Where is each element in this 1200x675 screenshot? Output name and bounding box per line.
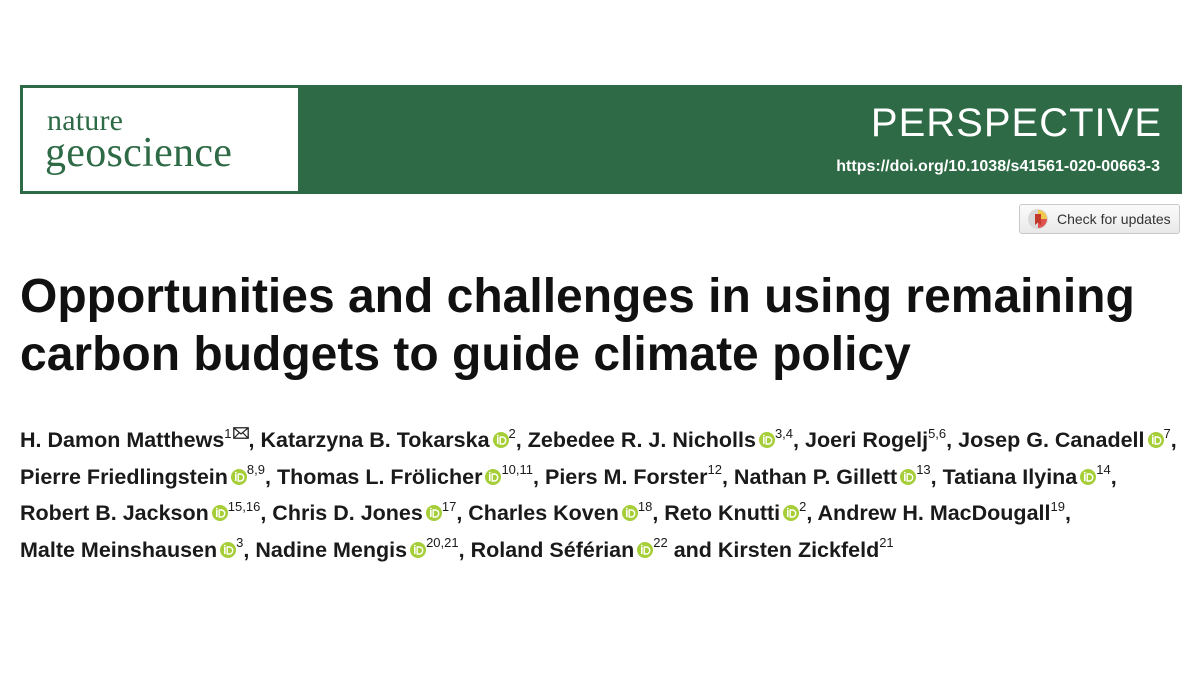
author-name[interactable]: Katarzyna B. Tokarska [260,428,490,452]
author-entry [664,498,813,525]
orcid-icon[interactable] [1148,432,1164,448]
author-name[interactable]: Malte Meinshausen [20,537,218,562]
author-name[interactable]: Andrew H. MacDougall [817,501,1051,525]
author-separator: , [1170,428,1177,452]
orcid-icon[interactable] [783,505,799,521]
author-name[interactable]: Pierre Friedlingstein [20,464,228,489]
author-affiliation: 3,4 [774,425,794,441]
author-entry [468,498,659,525]
orcid-icon[interactable] [637,542,653,558]
author-entry [20,462,271,489]
author-list [20,422,1190,568]
orcid-icon[interactable] [493,432,509,448]
article-title: Opportunities and challenges in using remaining carbon budgets to guide climate policy [20,270,1135,381]
author-affiliation: 5,6 [928,425,947,441]
orcid-icon[interactable] [212,505,228,521]
author-separator: , [456,501,463,525]
author-separator: , [806,501,813,525]
author-name[interactable]: H. Damon Matthews [20,428,225,452]
orcid-icon[interactable] [231,469,247,485]
author-affiliation: 19 [1050,498,1065,514]
author-name[interactable]: Thomas L. Frölicher [276,464,483,489]
author-entry [958,425,1177,452]
orcid-icon[interactable] [759,432,775,448]
orcid-icon[interactable] [426,505,442,521]
author-name[interactable]: Robert B. Jackson [20,501,209,525]
author-connector: and [667,537,718,562]
author-affiliation: 18 [637,498,653,514]
author-separator: , [264,464,271,489]
doi-link[interactable]: https://doi.org/10.1038/s41561-020-00663-3 [836,158,1160,175]
author-entry [805,425,953,452]
author-affiliation: 21 [879,535,894,551]
author-name[interactable]: Reto Knutti [664,501,781,525]
orcid-icon[interactable] [1080,469,1096,485]
author-entry [20,425,255,452]
author-entry [942,462,1117,489]
author-name[interactable]: Nathan P. Gillett [733,464,898,489]
author-entry [20,535,250,562]
author-name[interactable]: Kirsten Zickfeld [717,537,880,562]
author-affiliation: 20,21 [426,535,459,551]
author-affiliation: 17 [441,498,457,514]
author-separator: , [793,428,800,452]
author-entry [817,498,1071,525]
author-entry [717,535,894,562]
author-separator: , [930,464,937,489]
orcid-icon[interactable] [220,542,236,558]
author-name[interactable]: Josep G. Canadell [958,428,1145,452]
author-separator: , [515,428,522,452]
author-entry [20,498,267,525]
check-updates-label: Check for updates [1057,211,1171,227]
author-affiliation: 12 [707,462,722,478]
author-separator: , [1064,501,1071,525]
author-name[interactable]: Zebedee R. J. Nicholls [527,428,756,452]
email-icon[interactable] [233,427,249,439]
author-entry [260,425,522,452]
author-affiliation: 22 [653,535,668,551]
author-name[interactable]: Joeri Rogelj [805,428,929,452]
author-name[interactable]: Charles Koven [468,501,619,525]
author-entry [272,498,463,525]
author-separator: , [652,501,659,525]
author-entry [470,535,668,562]
author-affiliation: 10,11 [501,462,534,478]
author-name[interactable]: Nadine Mengis [255,537,408,562]
author-affiliation: 15,16 [227,498,261,514]
author-separator: , [458,537,465,562]
author-entry [733,462,937,489]
check-for-updates-button[interactable] [1019,204,1180,234]
author-affiliation: 8,9 [246,462,265,478]
author-entry [276,462,539,489]
orcid-icon[interactable] [900,469,916,485]
author-name[interactable]: Chris D. Jones [272,501,423,525]
author-affiliation: 3 [236,535,244,551]
author-affiliation: 2 [799,498,807,514]
logo-text-geoscience: geoscience [45,130,233,176]
author-entry [527,425,800,452]
author-name[interactable]: Piers M. Forster [544,464,708,489]
author-name[interactable]: Roland Séférian [470,537,635,562]
author-affiliation: 13 [916,462,931,478]
author-separator: , [248,428,255,452]
logo-text-nature: nature [47,104,124,137]
orcid-icon[interactable] [622,505,638,521]
journal-logo[interactable] [23,88,298,191]
author-name[interactable]: Tatiana Ilyina [942,464,1078,489]
author-separator: , [260,501,267,525]
orcid-icon[interactable] [485,469,501,485]
author-affiliation: 2 [508,425,516,441]
author-separator: , [243,537,250,562]
article-type-label: PERSPECTIVE [870,101,1162,145]
author-affiliation: 1 [224,425,232,441]
author-entry [544,462,728,489]
author-affiliation: 14 [1096,462,1111,478]
author-affiliation: 7 [1163,425,1171,441]
author-separator: , [946,428,953,452]
author-separator: , [721,464,728,489]
author-entry [255,535,465,562]
author-separator: , [1110,464,1117,489]
author-separator: , [533,464,539,489]
journal-banner [20,85,1182,194]
check-updates-icon [1027,208,1049,230]
orcid-icon[interactable] [410,542,426,558]
